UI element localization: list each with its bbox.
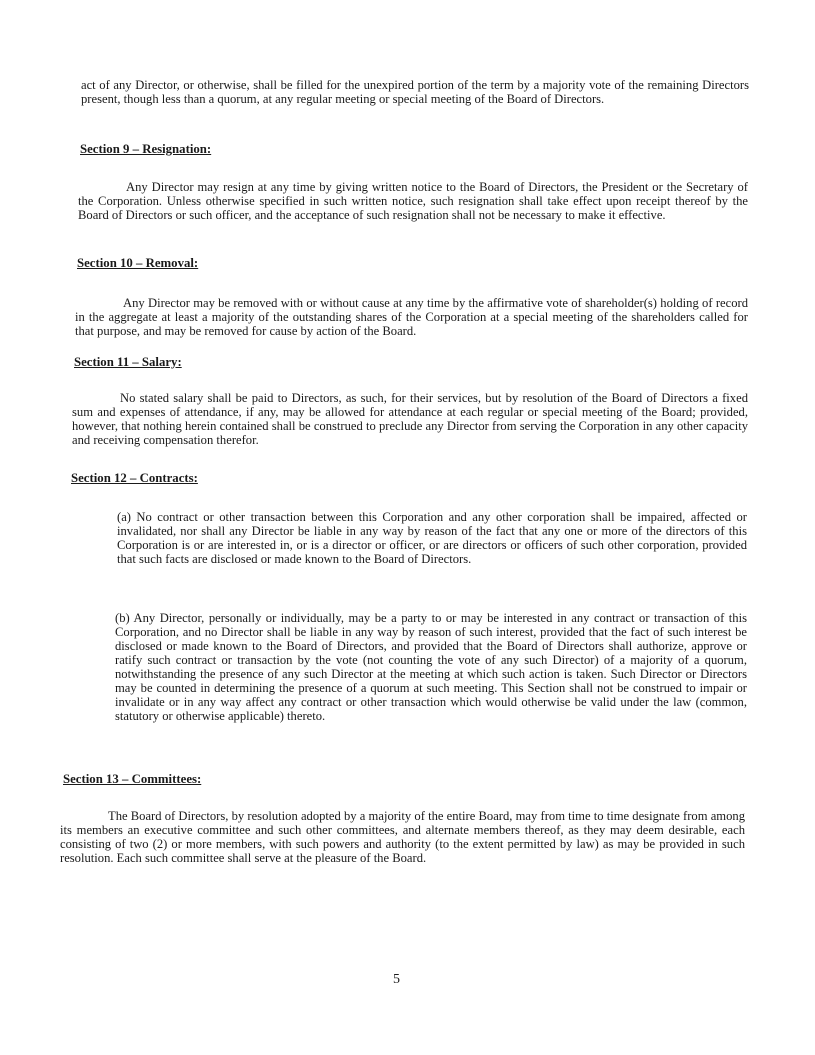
section-10-heading: Section 10 – Removal: xyxy=(77,256,199,270)
section-9-paragraph: Any Director may resign at any time by giving written notice to the Board of Directors, the President or the Secretary of the Corporation. Unless otherwise specified in such written notice, such resignation shall take effect upon receipt thereof by the Board of Directors or such officer, and the acceptance of such resignation shall not be necessary to make it effective. xyxy=(78,180,748,222)
section-12-heading: Section 12 – Contracts: xyxy=(71,471,198,485)
section-13-paragraph: The Board of Directors, by resolution adopted by a majority of the entire Board, may from time to time designate from among its members an executive committee and such other committees, and alternate members thereof, as they may deem desirable, each consisting of two (2) or more members, with such powers and authority (to the extent permitted by law) as may be provided in such resolution. Each such committee shall serve at the pleasure of the Board. xyxy=(60,809,745,865)
section-10-paragraph: Any Director may be removed with or without cause at any time by the affirmative vote of shareholder(s) holding of record in the aggregate at least a majority of the outstanding shares of the Corporation at a special meeting of the shareholders called for that purpose, and may be removed for cause by action of the Board. xyxy=(75,296,748,338)
section-12-paragraph-a: (a) No contract or other transaction between this Corporation and any other corporation shall be impaired, affected or invalidated, nor shall any Director be liable in any way by reason of the fact that any one or more of the directors of this Corporation is or are interested in, or is a director or officer, or are directors or officers of such other corporation, provided that such facts are disclosed or made known to the Board of Directors. xyxy=(117,510,747,566)
continuation-paragraph: act of any Director, or otherwise, shall be filled for the unexpired portion of the term by a majority vote of the remaining Directors present, though less than a quorum, at any regular meeting or special meeting of the Board of Directors. xyxy=(81,78,749,106)
page-number: 5 xyxy=(393,972,400,987)
section-11-paragraph: No stated salary shall be paid to Directors, as such, for their services, but by resolution of the Board of Directors a fixed sum and expenses of attendance, if any, may be allowed for attendance at each regular or special meeting of the Board; provided, however, that nothing herein contained shall be construed to preclude any Director from serving the Corporation in any other capacity and receiving compensation therefor. xyxy=(72,391,748,447)
section-13-heading: Section 13 – Committees: xyxy=(63,772,202,786)
section-11-heading: Section 11 – Salary: xyxy=(74,355,182,369)
section-12-paragraph-b: (b) Any Director, personally or individually, may be a party to or may be interested in any contract or transaction of this Corporation, and no Director shall be liable in any way by reason of such interest, provided that the fact of such interest be disclosed or made known to the Board of Directors, and provided that the Board of Directors shall authorize, approve or ratify such contract or transaction by the vote (not counting the vote of any such Director) of a majority of a quorum, notwithstanding the presence of any such Director at the meeting at which such action is taken. Such Director or Directors may be counted in determining the presence of a quorum at such meeting. This Section shall not be construed to impair or invalidate or in any way affect any contract or other transaction which would otherwise be valid under the law (common, statutory or otherwise applicable) thereto. xyxy=(115,611,747,723)
section-9-heading: Section 9 – Resignation: xyxy=(80,142,212,156)
